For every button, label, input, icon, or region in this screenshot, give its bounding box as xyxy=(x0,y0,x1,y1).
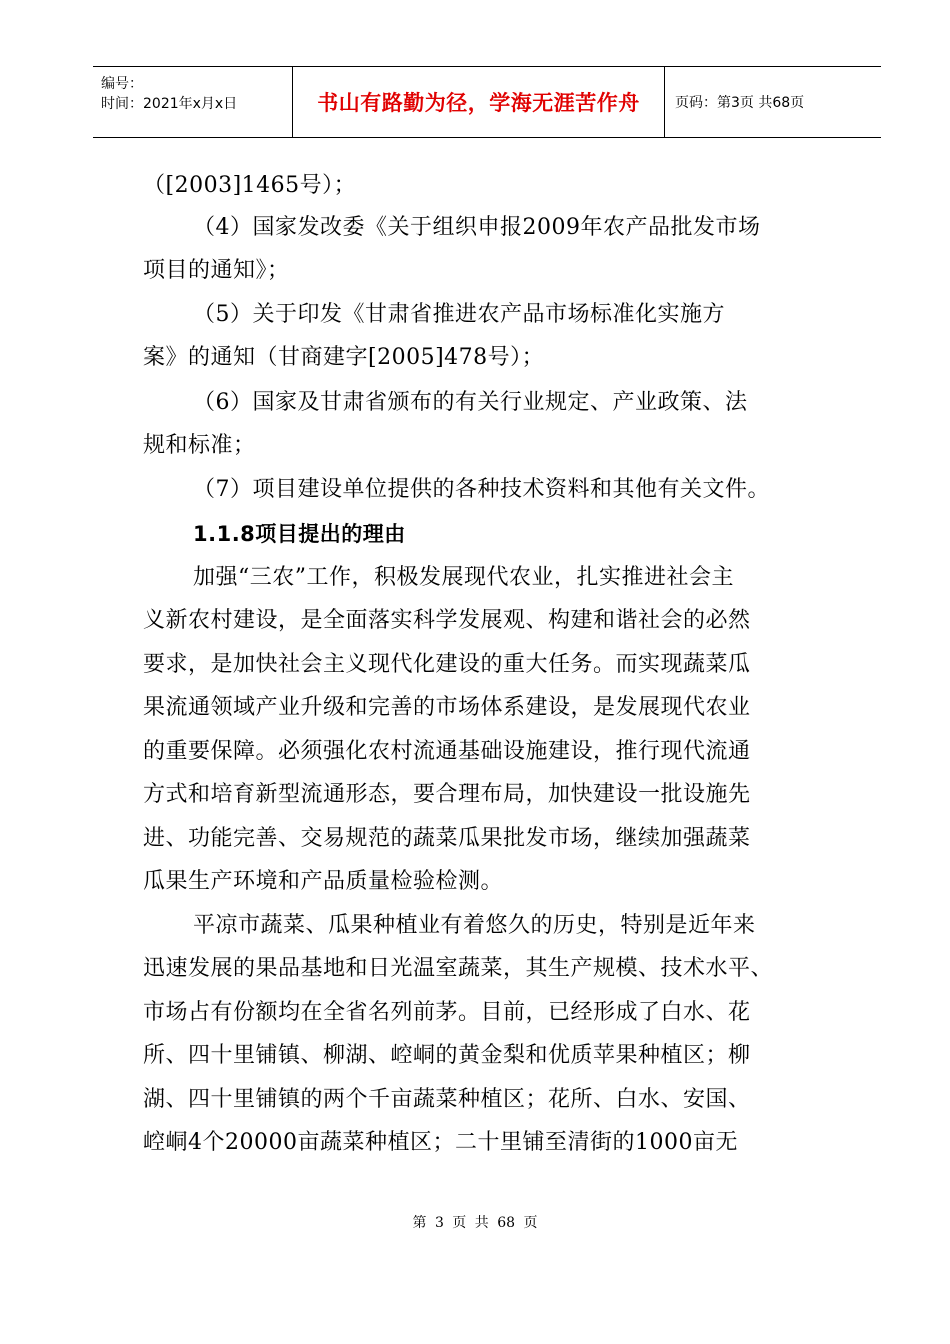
body-line: 崆峒4个20000亩蔬菜种植区；二十里铺至清街的1000亩无 xyxy=(143,1130,738,1155)
body-line: 义新农村建设，是全面落实科学发展观、构建和谐社会的必然 xyxy=(143,608,751,633)
body-line: 平凉市蔬菜、瓜果种植业有着悠久的历史，特别是近年来 xyxy=(193,913,756,938)
body-line: 案》的通知（甘商建字[2005]478号）； xyxy=(143,345,545,370)
body-line: 所、四十里铺镇、柳湖、崆峒的黄金梨和优质苹果种植区；柳 xyxy=(143,1043,751,1068)
body-line: （[2003]1465号）； xyxy=(143,173,357,198)
body-line: 迅速发展的果品基地和日光温室蔬菜，其生产规模、技术水平、 xyxy=(143,956,774,981)
motto-text: 书山有路勤为径，学海无涯苦作舟 xyxy=(317,91,640,115)
page-footer: 第 3 页 共 68 页 xyxy=(412,1215,538,1231)
body-line: 湖、四十里铺镇的两个千亩蔬菜种植区；花所、白水、安国、 xyxy=(143,1087,751,1112)
body-line: 进、功能完善、交易规范的蔬菜瓜果批发市场，继续加强蔬菜 xyxy=(143,826,751,851)
body-line: 果流通领域产业升级和完善的市场体系建设，是发展现代农业 xyxy=(143,695,751,720)
body-line: （4）国家发改委《关于组织申报2009年农产品批发市场 xyxy=(193,215,761,240)
body-line: 项目的通知》； xyxy=(143,258,290,283)
body-line: 市场占有份额均在全省名列前茅。目前，已经形成了白水、花 xyxy=(143,1000,751,1025)
body-line: 的重要保障。必须强化农村流通基础设施建设，推行现代流通 xyxy=(143,739,751,764)
body-line: （7）项目建设单位提供的各种技术资料和其他有关文件。 xyxy=(193,477,770,502)
header-meta xyxy=(93,67,293,137)
time-label: 时间：2021年x月x日 xyxy=(101,96,238,112)
body-line: （6）国家及甘肃省颁布的有关行业规定、产业政策、法 xyxy=(193,390,748,415)
header-motto xyxy=(293,67,665,137)
body-line: 规和标准； xyxy=(143,433,256,458)
body-line: 方式和培育新型流通形态，要合理布局，加快建设一批设施先 xyxy=(143,782,751,807)
header-page-info: 页码：第3页 共68页 xyxy=(675,95,805,111)
body-line: 瓜果生产环境和产品质量检验检测。 xyxy=(143,869,504,894)
body-line: 加强“三农”工作，积极发展现代农业，扎实推进社会主 xyxy=(193,565,734,590)
body-line: 要求，是加快社会主义现代化建设的重大任务。而实现蔬菜瓜 xyxy=(143,652,751,677)
code-label: 编号： xyxy=(101,76,143,92)
section-heading: 1.1.8项目提出的理由 xyxy=(193,522,406,546)
body-line: （5）关于印发《甘肃省推进农产品市场标准化实施方 xyxy=(193,302,725,327)
page-header xyxy=(93,66,881,138)
